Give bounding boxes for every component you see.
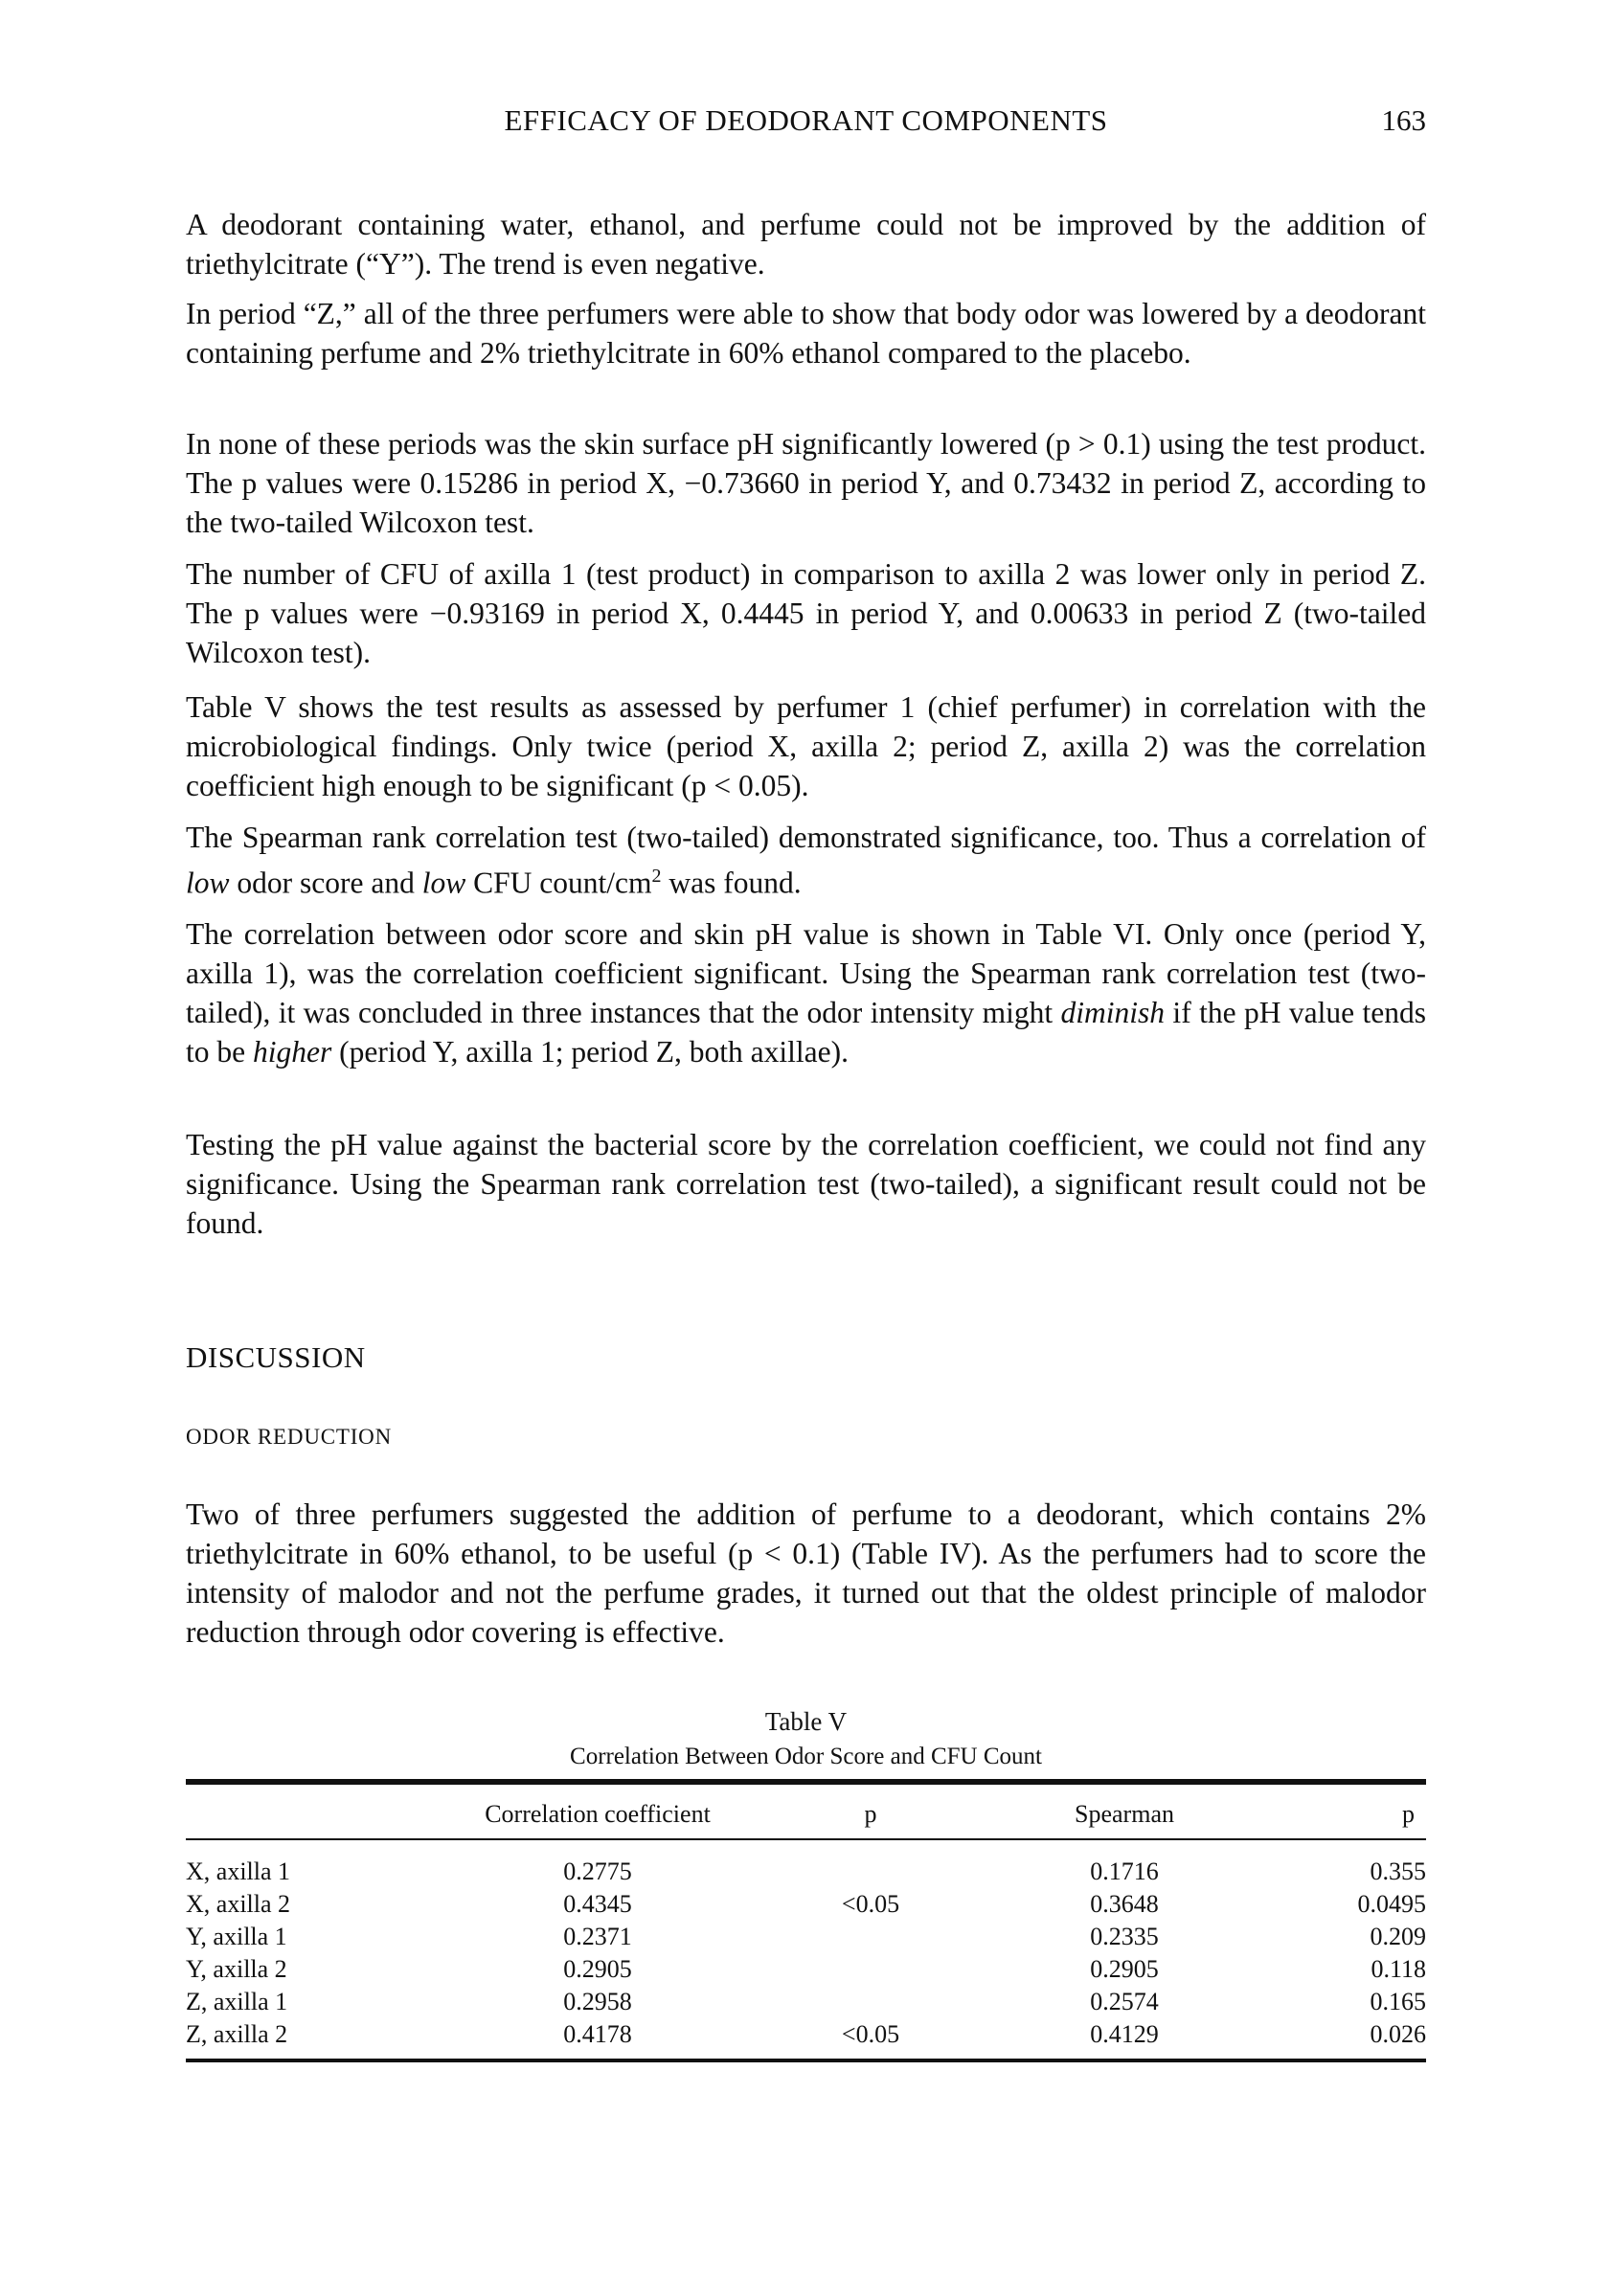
table-cell: 0.4345: [563, 1890, 632, 1918]
table-cell: [760, 1839, 981, 1888]
column-header: Correlation coefficient: [473, 1784, 760, 1839]
column-header: [186, 1784, 473, 1839]
table-cell: X, axilla 1: [186, 1857, 291, 1885]
table-cell: 0.2574: [1090, 1988, 1159, 2015]
paragraph: A deodorant containing water, ethanol, and perfume could not be improved by the addition of triethylcitrate (“Y”). The trend is even negative.: [186, 208, 1426, 281]
table-cell: Y, axilla 1: [186, 1923, 287, 1950]
table-cell: 0.2775: [563, 1857, 632, 1885]
paragraph: In none of these periods was the skin surface pH significantly lowered (p > 0.1) using the test product. The p values were 0.15286 in period X, −0.73660 in period Y, and 0.73432 in period Z, according to the two-tailed Wilcoxon test.: [186, 427, 1426, 539]
table-cell: 0.0495: [1357, 1890, 1426, 1918]
table-cell: 0.355: [1370, 1857, 1426, 1885]
paragraph: In period “Z,” all of the three perfumers were able to show that body odor was lowered by a deodorant containing perfume and 2% triethylcitrate in 60% ethanol compared to the placebo.: [186, 297, 1426, 370]
subsection-heading: ODOR REDUCTION: [186, 1425, 392, 1449]
table-cell: 0.2905: [563, 1955, 632, 1983]
table-cell: 0.4178: [473, 2018, 760, 2060]
paragraph: The correlation between odor score and skin pH value is shown in Table VI. Only once (period Y, axilla 1), was the correlation coefficient significant. Using the Spearman rank correlation test (two-tailed), it was concluded in three instances that the odor intensity might diminish if the pH value tends to be higher (period Y, axilla 1; period Z, both axillae).: [186, 917, 1426, 1069]
paragraph: Testing the pH value against the bacterial score by the correlation coefficient, we could not find any significance. Using the Spearman rank correlation test (two-tailed), a significant result could not be found.: [186, 1128, 1426, 1240]
page-number: 163: [1381, 103, 1426, 137]
table-row: [186, 2018, 1426, 2060]
table-cell: Y, axilla 2: [186, 1955, 287, 1983]
table-cell: 0.2335: [1090, 1923, 1159, 1950]
table-row: [186, 1953, 1426, 1986]
table-cell: X, axilla 2: [186, 1890, 291, 1918]
table-cell: 0.026: [1268, 2018, 1426, 2060]
column-header: p: [1268, 1784, 1426, 1839]
table-cell: [760, 1953, 981, 1986]
table-cell: <0.05: [760, 2018, 981, 2060]
table-cell: [760, 1986, 981, 2018]
table-cell: 0.4129: [981, 2018, 1268, 2060]
table-cell: Z, axilla 1: [186, 1988, 288, 2015]
data-table: [186, 1779, 1426, 2062]
table-cell: 0.2905: [1090, 1955, 1159, 1983]
running-title: EFFICACY OF DEODORANT COMPONENTS: [504, 103, 1108, 137]
table-cell: 0.2958: [563, 1988, 632, 2015]
section-heading: DISCUSSION: [186, 1340, 366, 1374]
table-cell: 0.2371: [563, 1923, 632, 1950]
table-cell: [760, 1921, 981, 1953]
table-label: Table V: [764, 1707, 848, 1736]
table-caption: Correlation Between Odor Score and CFU Count: [570, 1744, 1042, 1769]
table-cell: 0.118: [1371, 1955, 1426, 1983]
table-cell: Z, axilla 2: [186, 2018, 473, 2060]
table-cell: 0.209: [1370, 1923, 1426, 1950]
paragraph: The number of CFU of axilla 1 (test product) in comparison to axilla 2 was lower only in period Z. The p values were −0.93169 in period X, 0.4445 in period Y, and 0.00633 in period Z (two-tailed Wilcoxon test).: [186, 557, 1426, 669]
table-row: [186, 1986, 1426, 2018]
paragraph: Two of three perfumers suggested the addition of perfume to a deodorant, which contains 2% triethylcitrate in 60% ethanol, to be useful (p < 0.1) (Table IV). As the perfumers had to score the intensity of malodor and not the perfume grades, it turned out that the oldest principle of malodor reduction through odor covering is effective.: [186, 1497, 1426, 1649]
column-header: p: [760, 1784, 981, 1839]
table-row: [186, 1888, 1426, 1921]
column-header: Spearman: [981, 1784, 1268, 1839]
table-cell: 0.1716: [1090, 1857, 1159, 1885]
table-header-row: [186, 1784, 1426, 1839]
table-row: [186, 1921, 1426, 1953]
table-cell: 0.3648: [1090, 1890, 1159, 1918]
table-row: [186, 1839, 1426, 1888]
table-cell: <0.05: [841, 1890, 900, 1918]
paragraph: The Spearman rank correlation test (two-tailed) demonstrated significance, too. Thus a correlation of low odor score and low CFU count/$cm^2$ was found.: [186, 821, 1426, 900]
paragraph: Table V shows the test results as assessed by perfumer 1 (chief perfumer) in correlation with the microbiological findings. Only twice (period X, axilla 2; period Z, axilla 2) was the correlation coefficient high enough to be significant (p < 0.05).: [186, 690, 1426, 802]
table-cell: 0.165: [1370, 1988, 1426, 2015]
